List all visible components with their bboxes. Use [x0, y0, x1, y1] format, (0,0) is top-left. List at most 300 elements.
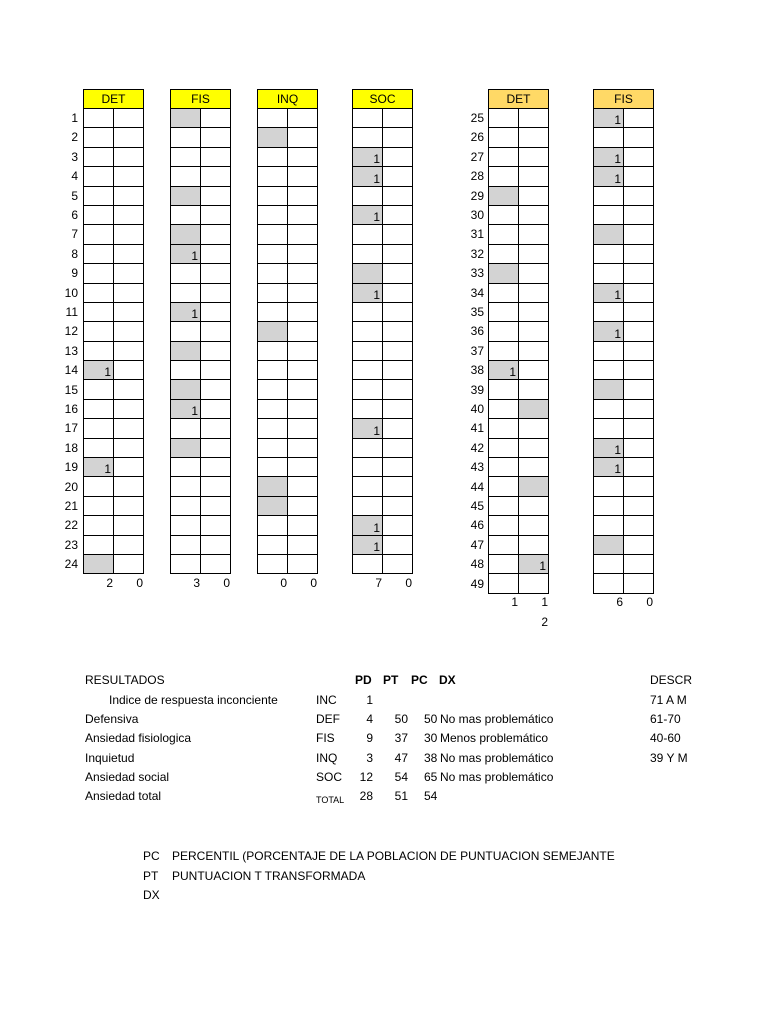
- grid-fis-25: [593, 89, 654, 594]
- row-number: 42: [470, 440, 484, 455]
- answer-cell: [258, 225, 288, 244]
- answer-cell: [114, 147, 144, 166]
- answer-cell: [258, 264, 288, 283]
- answer-cell: [258, 535, 288, 554]
- grid-row: [258, 458, 318, 477]
- result-pd: 9: [366, 731, 373, 745]
- answer-cell: [624, 554, 654, 573]
- grid-row: [171, 380, 231, 399]
- answer-cell: [171, 147, 201, 166]
- row-number: 10: [64, 285, 78, 300]
- answer-cell: [114, 225, 144, 244]
- grid-row: [84, 341, 144, 360]
- answer-cell: [519, 109, 549, 128]
- answer-cell: [84, 147, 114, 166]
- grid-row: [258, 244, 318, 263]
- answer-cell: [353, 302, 383, 321]
- answer-cell: [489, 516, 519, 535]
- answer-cell: [84, 205, 114, 224]
- answer-cell: [84, 554, 114, 573]
- answer-cell: [489, 419, 519, 438]
- answer-cell: [353, 264, 383, 283]
- answer-cell: [114, 283, 144, 302]
- answer-cell: [489, 283, 519, 302]
- grid-row: [353, 399, 413, 418]
- answer-cell: [519, 380, 549, 399]
- answer-cell: [84, 109, 114, 128]
- answer-cell: [489, 535, 519, 554]
- answer-cell: [519, 225, 549, 244]
- grid-row: [594, 109, 654, 128]
- grid-soc-1: [352, 89, 413, 574]
- answer-cell: [288, 477, 318, 496]
- grid-row: [353, 147, 413, 166]
- answer-cell: [624, 535, 654, 554]
- answer-cell: [201, 535, 231, 554]
- grid-row: [353, 341, 413, 360]
- grid-row: [353, 225, 413, 244]
- grid-row: [258, 167, 318, 186]
- grid-row: [594, 419, 654, 438]
- answer-cell: [489, 477, 519, 496]
- grid-row: [353, 438, 413, 457]
- row-number: 32: [470, 246, 484, 261]
- answer-cell: [383, 167, 413, 186]
- answer-cell: [594, 264, 624, 283]
- answer-cell: [353, 399, 383, 418]
- answer-cell: [288, 109, 318, 128]
- grid-row: [353, 554, 413, 573]
- grid-row: [258, 205, 318, 224]
- row-number: 3: [71, 149, 78, 164]
- column-total: 7: [375, 575, 382, 590]
- grid-row: [84, 516, 144, 535]
- answer-cell: [624, 496, 654, 515]
- answer-cell: [519, 574, 549, 593]
- answer-cell: [258, 380, 288, 399]
- answer-cell: [353, 341, 383, 360]
- row-number: 30: [470, 208, 484, 222]
- answer-cell: [288, 205, 318, 224]
- grid-row: [594, 458, 654, 477]
- row-number: 4: [71, 169, 78, 184]
- answer-cell: [201, 167, 231, 186]
- row-number: 41: [470, 421, 484, 436]
- result-pc: 50: [424, 712, 438, 726]
- grid-row: [171, 399, 231, 418]
- answer-cell: [114, 458, 144, 477]
- grid-row: [171, 264, 231, 283]
- answer-cell: [84, 399, 114, 418]
- grid-row: [258, 283, 318, 302]
- row-number: 18: [64, 440, 78, 455]
- grid-row: [489, 322, 549, 341]
- grid-row: [489, 186, 549, 205]
- answer-cell: [201, 419, 231, 438]
- grid-row: [171, 516, 231, 535]
- answer-cell: [84, 244, 114, 263]
- grid-row: [84, 458, 144, 477]
- answer-cell: [258, 147, 288, 166]
- answer-cell: [519, 477, 549, 496]
- answer-cell: [353, 496, 383, 515]
- column-total: 0: [136, 575, 143, 590]
- answer-cell: [201, 264, 231, 283]
- answer-cell: [201, 302, 231, 321]
- grid-row: [171, 458, 231, 477]
- grid-row: [258, 361, 318, 380]
- answer-cell: 1: [594, 322, 624, 341]
- grid-row: [594, 477, 654, 496]
- answer-cell: [114, 128, 144, 147]
- answer-cell: [594, 380, 624, 399]
- grid-row: [353, 361, 413, 380]
- result-abbr: TOTAL: [316, 795, 345, 805]
- answer-cell: [201, 225, 231, 244]
- answer-cell: [594, 496, 624, 515]
- legend-key: DX: [143, 888, 160, 902]
- row-number: 11: [65, 305, 78, 319]
- grid-row: [489, 283, 549, 302]
- result-pd: 28: [359, 789, 373, 803]
- answer-cell: [114, 205, 144, 224]
- answer-cell: [114, 496, 144, 515]
- answer-cell: [288, 322, 318, 341]
- answer-cell: 1: [84, 458, 114, 477]
- grid-row: [489, 302, 549, 321]
- row-number: 28: [470, 169, 484, 184]
- answer-cell: [84, 516, 114, 535]
- answer-cell: [519, 244, 549, 263]
- answer-cell: [171, 283, 201, 302]
- grid-row: [171, 438, 231, 457]
- answer-cell: [84, 302, 114, 321]
- result-pd: 1: [366, 693, 373, 707]
- row-number: 1: [71, 111, 78, 125]
- row-number: 22: [64, 518, 78, 533]
- answer-cell: 1: [594, 109, 624, 128]
- answer-cell: [383, 302, 413, 321]
- grid-row: [353, 109, 413, 128]
- answer-cell: 1: [519, 554, 549, 573]
- grid-row: [84, 438, 144, 457]
- answer-cell: 1: [594, 458, 624, 477]
- grid-row: [489, 458, 549, 477]
- grid-row: [353, 535, 413, 554]
- grid-row: [171, 554, 231, 573]
- answer-cell: [114, 167, 144, 186]
- answer-cell: [288, 419, 318, 438]
- grid-row: [171, 225, 231, 244]
- grid-row: [171, 147, 231, 166]
- row-number: 16: [64, 402, 78, 416]
- answer-cell: [489, 496, 519, 515]
- row-number: 8: [71, 246, 78, 261]
- row-number: 33: [470, 266, 484, 281]
- answer-cell: [171, 361, 201, 380]
- grid-row: [258, 225, 318, 244]
- grid-inq-1: [257, 89, 318, 574]
- answer-cell: [288, 458, 318, 477]
- grid-row: [594, 225, 654, 244]
- answer-cell: [594, 554, 624, 573]
- answer-cell: [594, 225, 624, 244]
- answer-cell: [258, 167, 288, 186]
- answer-cell: [171, 186, 201, 205]
- answer-cell: [201, 438, 231, 457]
- answer-cell: 1: [353, 419, 383, 438]
- row-number: 36: [470, 324, 484, 339]
- answer-cell: [624, 380, 654, 399]
- answer-cell: [383, 109, 413, 128]
- row-number: 13: [64, 343, 78, 358]
- row-number: 24: [64, 557, 78, 572]
- answer-cell: [171, 264, 201, 283]
- grid-row: [84, 186, 144, 205]
- desc-range: 40-60: [650, 731, 681, 745]
- grid-row: [84, 554, 144, 573]
- answer-cell: [383, 244, 413, 263]
- answer-cell: [383, 399, 413, 418]
- answer-cell: [383, 496, 413, 515]
- answer-cell: [258, 244, 288, 263]
- answer-cell: [288, 128, 318, 147]
- answer-cell: [383, 264, 413, 283]
- grid-row: [594, 399, 654, 418]
- row-number: 40: [470, 402, 484, 416]
- answer-cell: [258, 458, 288, 477]
- answer-cell: [594, 516, 624, 535]
- column-total: 0: [223, 575, 230, 590]
- grid-row: [353, 244, 413, 263]
- answer-cell: [288, 225, 318, 244]
- answer-cell: [519, 516, 549, 535]
- grid-row: [171, 167, 231, 186]
- answer-cell: [624, 225, 654, 244]
- answer-cell: [489, 458, 519, 477]
- answer-cell: [288, 361, 318, 380]
- answer-cell: [353, 109, 383, 128]
- answer-cell: [114, 186, 144, 205]
- grid-row: [258, 554, 318, 573]
- grid-row: [489, 167, 549, 186]
- grid-row: [84, 264, 144, 283]
- answer-cell: [201, 109, 231, 128]
- answer-cell: [288, 399, 318, 418]
- answer-cell: [489, 399, 519, 418]
- answer-cell: [383, 205, 413, 224]
- answer-cell: [114, 322, 144, 341]
- answer-cell: 1: [489, 361, 519, 380]
- result-pd: 4: [366, 712, 373, 726]
- answer-cell: [114, 264, 144, 283]
- answer-cell: [288, 496, 318, 515]
- answer-cell: [519, 399, 549, 418]
- answer-cell: [114, 302, 144, 321]
- grid-row: [171, 186, 231, 205]
- grid-row: [258, 322, 318, 341]
- answer-cell: [171, 477, 201, 496]
- answer-cell: [489, 147, 519, 166]
- answer-cell: [489, 244, 519, 263]
- legend-key: PC: [143, 849, 160, 863]
- grid-header: FIS: [171, 90, 231, 109]
- grid-row: [594, 574, 654, 593]
- answer-cell: [383, 322, 413, 341]
- answer-cell: [84, 341, 114, 360]
- answer-cell: [114, 341, 144, 360]
- answer-cell: [201, 516, 231, 535]
- answer-cell: [114, 380, 144, 399]
- answer-cell: [624, 361, 654, 380]
- answer-cell: [201, 147, 231, 166]
- answer-cell: [624, 477, 654, 496]
- answer-cell: [288, 147, 318, 166]
- result-dx: No mas problemático: [440, 770, 554, 784]
- grid-row: [594, 535, 654, 554]
- answer-cell: [171, 109, 201, 128]
- answer-cell: [353, 458, 383, 477]
- grid-row: [171, 322, 231, 341]
- answer-cell: [624, 167, 654, 186]
- result-pc: 30: [424, 731, 438, 745]
- answer-cell: [594, 419, 624, 438]
- grid-row: [594, 341, 654, 360]
- answer-cell: [288, 244, 318, 263]
- answer-cell: [383, 516, 413, 535]
- grid-row: [594, 322, 654, 341]
- answer-cell: [84, 438, 114, 457]
- answer-cell: [258, 302, 288, 321]
- result-pd: 3: [366, 751, 373, 765]
- grid-row: [171, 128, 231, 147]
- grid-row: [258, 535, 318, 554]
- answer-cell: [171, 341, 201, 360]
- answer-cell: [519, 167, 549, 186]
- grid-row: [258, 109, 318, 128]
- answer-cell: [489, 186, 519, 205]
- answer-cell: [489, 322, 519, 341]
- result-pc: 65: [424, 770, 438, 784]
- grid-row: [84, 205, 144, 224]
- result-label: Ansiedad fisiologica: [85, 731, 192, 745]
- answer-cell: [624, 283, 654, 302]
- grid-row: [353, 458, 413, 477]
- result-dx: No mas problemático: [440, 712, 554, 726]
- result-pt: 50: [394, 712, 408, 726]
- row-number: 27: [470, 149, 484, 164]
- row-number: 34: [470, 285, 484, 300]
- grid-row: [84, 109, 144, 128]
- answer-cell: [594, 361, 624, 380]
- grid-row: [353, 283, 413, 302]
- answer-cell: [288, 186, 318, 205]
- answer-cell: [84, 535, 114, 554]
- answer-cell: 1: [353, 283, 383, 302]
- legend-text: PERCENTIL (PORCENTAJE DE LA POBLACION DE PUNTUACION SEMEJANTE: [172, 849, 615, 863]
- grid-row: [171, 205, 231, 224]
- answer-cell: [624, 438, 654, 457]
- row-number: 26: [470, 130, 484, 145]
- column-total: 0: [310, 575, 317, 590]
- grid-row: [353, 128, 413, 147]
- answer-cell: [258, 438, 288, 457]
- answer-cell: [201, 341, 231, 360]
- answer-cell: [201, 128, 231, 147]
- answer-cell: [489, 128, 519, 147]
- grid-row: [171, 361, 231, 380]
- answer-cell: [489, 341, 519, 360]
- grid-row: [489, 554, 549, 573]
- answer-cell: [519, 496, 549, 515]
- answer-cell: [171, 554, 201, 573]
- answer-cell: [353, 477, 383, 496]
- answer-cell: [84, 128, 114, 147]
- grid-row: [353, 186, 413, 205]
- answer-cell: [171, 438, 201, 457]
- grid-row: [489, 419, 549, 438]
- column-total: 0: [646, 595, 653, 609]
- answer-cell: [258, 128, 288, 147]
- answer-cell: [114, 438, 144, 457]
- answer-cell: [624, 302, 654, 321]
- grid-row: [258, 186, 318, 205]
- answer-cell: [383, 128, 413, 147]
- answer-cell: [84, 419, 114, 438]
- answer-cell: [114, 554, 144, 573]
- grid-header: INQ: [258, 90, 318, 109]
- answer-cell: [258, 477, 288, 496]
- grid-det-25: [488, 89, 549, 594]
- answer-cell: [489, 205, 519, 224]
- row-number: 2: [71, 130, 78, 145]
- answer-cell: [624, 244, 654, 263]
- answer-cell: [519, 302, 549, 321]
- answer-cell: [258, 496, 288, 515]
- answer-cell: [519, 419, 549, 438]
- desc-range: 61-70: [650, 712, 681, 726]
- grid-row: [171, 477, 231, 496]
- answer-cell: [201, 399, 231, 418]
- answer-cell: [383, 438, 413, 457]
- answer-cell: [201, 205, 231, 224]
- result-pt: 54: [394, 770, 408, 784]
- grid-row: [489, 496, 549, 515]
- result-pt: 37: [394, 731, 408, 745]
- answer-cell: [171, 496, 201, 515]
- answer-cell: 1: [171, 244, 201, 263]
- row-number: 37: [470, 343, 484, 358]
- answer-cell: [594, 302, 624, 321]
- answer-cell: [519, 322, 549, 341]
- results-title: RESULTADOS: [85, 673, 165, 687]
- grid-row: [84, 167, 144, 186]
- grid-row: [353, 167, 413, 186]
- row-number: 29: [470, 188, 484, 203]
- answer-cell: [84, 167, 114, 186]
- answer-cell: [288, 554, 318, 573]
- answer-cell: [201, 496, 231, 515]
- grid-row: [594, 128, 654, 147]
- answer-cell: 1: [594, 438, 624, 457]
- grid-row: [594, 167, 654, 186]
- answer-cell: [201, 186, 231, 205]
- answer-cell: [84, 496, 114, 515]
- answer-cell: [624, 205, 654, 224]
- answer-cell: [258, 322, 288, 341]
- answer-cell: [201, 380, 231, 399]
- answer-cell: [624, 399, 654, 418]
